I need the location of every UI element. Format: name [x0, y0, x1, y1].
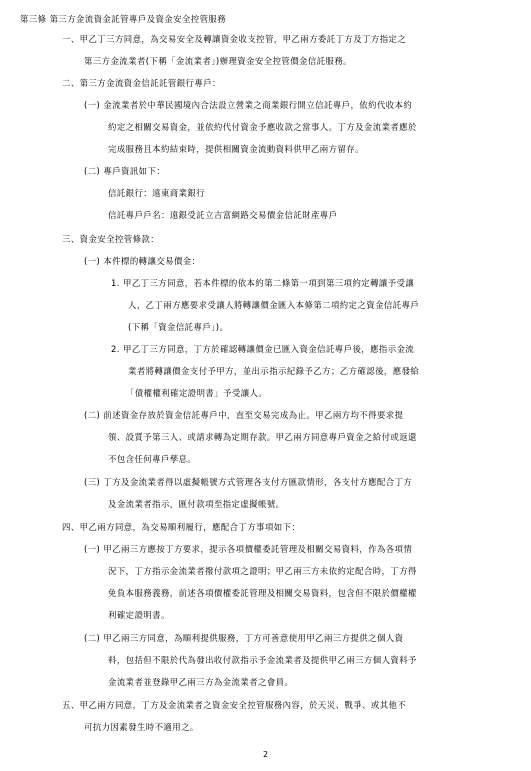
trust-account-name: 信託專戶戶名：遠銀受託立吉富網路交易價金信託財產專戶: [108, 210, 338, 220]
clause-3-item-2-line-3: 不包含任何專戶孳息。: [108, 454, 197, 464]
clause-2-item-2: (二) 專戶資訊如下：: [84, 166, 166, 176]
clause-4-item-2-line-1: (二) 甲乙兩三方同意，為順利提供服務，丁方可善意使用甲乙兩三方提供之個人資: [84, 633, 404, 643]
clause-3-item-2-line-1: (二) 前述資金存放於資金信託專戶中，直至交易完成為止。甲乙兩方均不得要求提: [84, 410, 404, 420]
clause-4-item-1-line-1: (一) 甲乙兩三方應按丁方要求，提示各項價權委託管理及相關交易資料，作為各項情: [84, 544, 413, 554]
clause-4-item-2-line-2: 料，包括但不限於代為發出收付款指示予金流業者及提供甲乙兩三方個人資料予: [108, 655, 417, 665]
clause-5-line-2: 可抗力因素發生時不適用之。: [84, 722, 199, 732]
clause-3-item-3-line-1: (三) 丁方及金流業者得以虛擬帳號方式管理各支付方匯款情形，各支付方應配合丁方: [84, 477, 413, 487]
clause-2-item-1-line-1: (一) 金流業者於中華民國境內合法設立營業之商業銀行開立信託專戶，依約代收本約: [84, 100, 413, 110]
clause-3-item-3-line-2: 及金流業者指示，匯付款項至指定虛擬帳號。: [108, 499, 285, 509]
clause-3-item-2-line-2: 領、設質予第三人、或請求轉為定期存款。甲乙兩方同意專戶資金之給付或返還: [108, 432, 417, 442]
clause-2-heading: 二、第三方金流資金信託託管銀行專戶：: [62, 78, 221, 88]
clause-4-item-1-line-3: 免負本服務義務，前述各項價權委託管理及相關交易資料，包含但不限於價權權: [108, 588, 417, 598]
clause-3-sub-1-line-2: 人，乙丁兩方應要求受讓人將轉讓價金匯入本條第二項約定之資金信託專戶: [128, 300, 420, 310]
clause-3-item-1: (一) 本件標的轉讓交易價金：: [84, 256, 201, 266]
clause-3-sub-2-line-1: 2. 甲乙丁三方同意，丁方於確認轉讓價金已匯入資金信託專戶後，應指示金流: [111, 344, 415, 354]
clause-4-item-2-line-3: 金流業者並登錄甲乙兩三方為金流業者之會員。: [108, 677, 294, 687]
clause-3-sub-1-line-1: 1. 甲乙丁三方同意，若本件標的依本約第二條第一項到第三項約定轉讓予受讓: [111, 278, 415, 288]
clause-2-item-1-line-3: 完成服務且本約結束時，提供相關資金流動資料供甲乙兩方留存。: [108, 144, 364, 154]
clause-3-heading: 三、資金安全控管條款：: [62, 234, 160, 244]
clause-1-line-1: 一、甲乙丁三方同意，為交易安全及轉讓資金收支控管，甲乙兩方委託丁方及丁方指定之: [62, 34, 407, 44]
clause-4-item-1-line-2: 況下，丁方指示金流業者撥付款項之證明；甲乙兩三方未依約定配合時，丁方得: [108, 566, 417, 576]
clause-5-line-1: 五、甲乙兩方同意，丁方及金流業者之資金安全控管服務內容，於天災、戰爭、或其他不: [62, 700, 407, 710]
clause-3-sub-1-line-3: (下稱「資金信託專戶」)。: [128, 322, 229, 332]
page-number: 2: [262, 750, 269, 759]
clause-2-item-1-line-2: 約定之相關交易資金，並依約代付資金予應收款之當事人。丁方及金流業者應於: [108, 122, 417, 132]
clause-4-item-1-line-4: 利確定證明書。: [108, 610, 170, 620]
trust-bank-label: 信託銀行：遠東商業銀行: [108, 188, 206, 198]
clause-3-sub-2-line-3: 「債權權利確定證明書」予受讓人。: [126, 388, 268, 398]
clause-4-heading: 四、甲乙兩方同意，為交易順利履行，應配合丁方事項如下：: [62, 522, 301, 532]
clause-1-line-2: 第三方金流業者(下稱「金流業者」)辦理資金安全控管價金信託服務。: [84, 56, 352, 66]
article-heading: 第三條 第三方金流資金託管專戶及資金安全控管服務: [20, 14, 227, 24]
clause-3-sub-2-line-2: 業者將轉讓價金支付予甲方，並出示指示紀錄予乙方；乙方確認後，應發給: [128, 366, 420, 376]
